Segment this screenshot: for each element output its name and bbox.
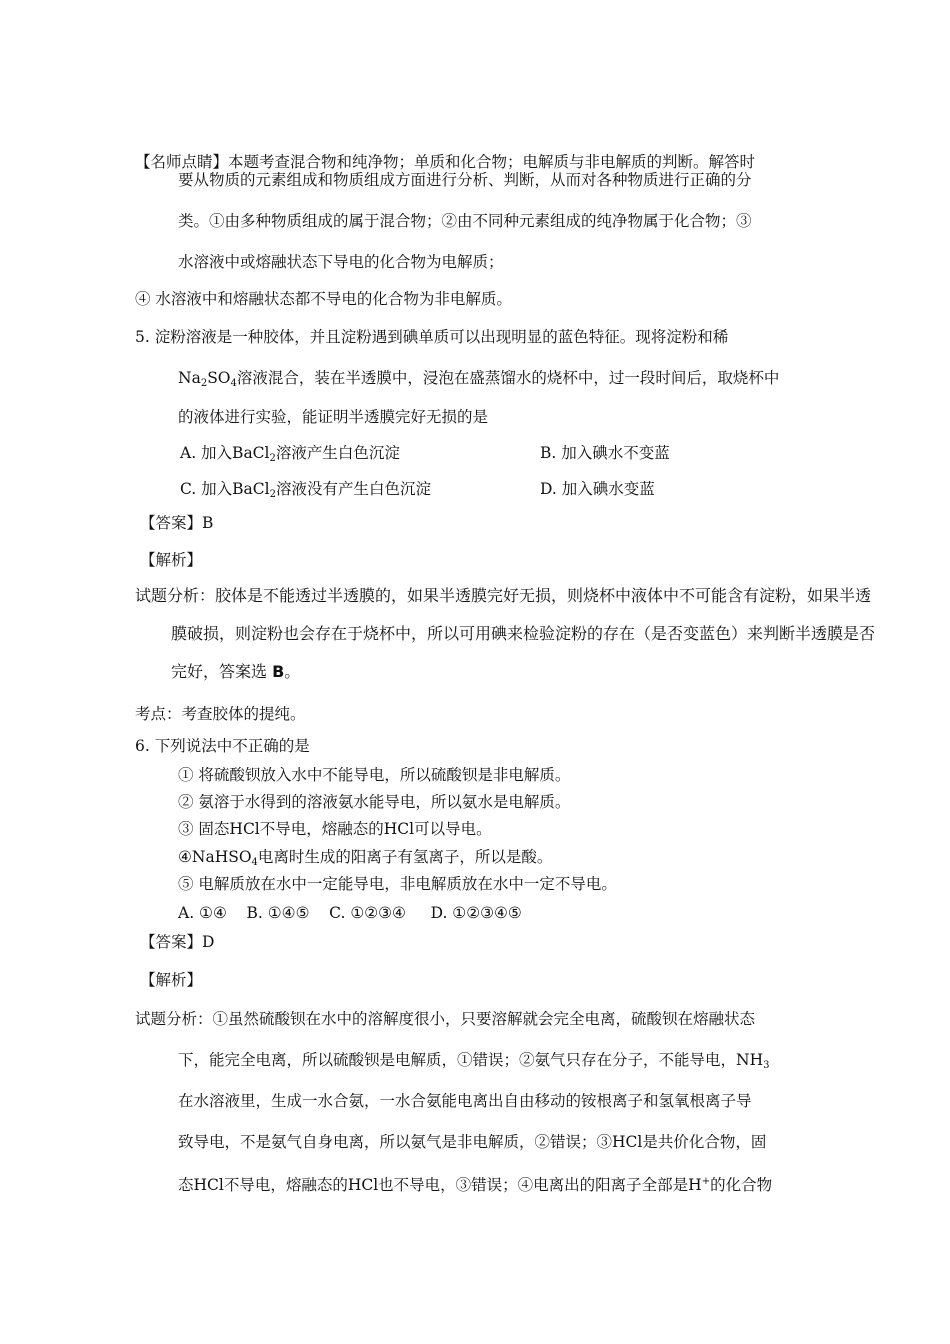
q5-analysis-line-2: 膜破损，则淀粉也会存在于烧杯中，所以可用碘来检验淀粉的存在（是否变蓝色）来判断半透膜是否 xyxy=(171,624,876,643)
q6-analysis-line-2-pre: 下，能完全电离，所以硫酸钡是电解质，①错误；②氨气只存在分子，不能导电，NH xyxy=(178,1051,764,1069)
teacher-tip-line-1 xyxy=(135,152,755,172)
q6-analysis-line-5-sup: + xyxy=(701,1176,711,1187)
q6-answer: 【答案】D xyxy=(140,933,215,951)
q6-options: A. ①④ B. ①④⑤ C. ①②③④ D. ①②③④⑤ xyxy=(178,904,522,922)
q5-option-a-post: 溶液产生白色沉淀 xyxy=(275,444,400,462)
q5-option-c-pre: C. 加入BaCl xyxy=(180,480,270,498)
q5-option-a-pre: A. 加入BaCl xyxy=(180,444,270,462)
q5-answer-letter: B xyxy=(272,662,285,681)
q5-exam-point: 考点：考查胶体的提纯。 xyxy=(135,705,306,723)
q5-analysis-line-3 xyxy=(171,662,300,682)
q5-answer: 【答案】B xyxy=(140,514,214,532)
q5-formula-sub-2: 2 xyxy=(200,378,208,389)
q5-stem-line-1: 5. 淀粉溶液是一种胶体，并且淀粉遇到碘单质可以出现明显的蓝色特征。现将淀粉和稀 xyxy=(135,328,729,346)
q6-statement-2: ② 氨溶于水得到的溶液氨水能导电，所以氨水是电解质。 xyxy=(178,793,571,811)
q5-formula-so: SO xyxy=(207,369,231,387)
q6-analysis-line-5-post: 的化合物 xyxy=(710,1176,773,1194)
q5-formula-na: Na xyxy=(178,369,201,387)
q5-analysis-line-3-post: 。 xyxy=(284,662,301,681)
q5-analysis-label: 【解析】 xyxy=(140,551,203,569)
q5-option-c xyxy=(180,479,431,505)
q6-analysis-line-4: 致导电，不是氨气自身电离，所以氨气是非电解质，②错误；③HCl是共价化合物，固 xyxy=(178,1133,767,1151)
q6-statement-3: ③ 固态HCl不导电，熔融态的HCl可以导电。 xyxy=(178,820,492,838)
q6-statement-4-pre: ④NaHSO xyxy=(178,848,252,866)
q6-statement-4-post: 电离时生成的阳离子有氢离子，所以是酸。 xyxy=(257,848,553,866)
teacher-tip-line-3: 类。①由多种物质组成的属于混合物；②由不同种元素组成的纯净物属于化合物；③ xyxy=(178,212,752,230)
teacher-tip-label: 【名师点睛】 xyxy=(135,153,229,171)
q5-option-a xyxy=(180,443,400,469)
q5-option-d: D. 加入碘水变蓝 xyxy=(540,480,655,498)
q6-stem: 6. 下列说法中不正确的是 xyxy=(135,737,310,755)
q6-statement-4 xyxy=(178,847,552,873)
q6-analysis-line-5 xyxy=(178,1172,772,1195)
q5-option-c-post: 溶液没有产生白色沉淀 xyxy=(276,480,432,498)
q6-analysis-line-2-sub: 3 xyxy=(763,1060,770,1071)
teacher-tip-line-4: 水溶液中或熔融状态下导电的化合物为电解质； xyxy=(178,253,504,271)
q6-analysis-label: 【解析】 xyxy=(140,971,203,989)
q5-analysis-line-3-pre: 完好，答案选 xyxy=(171,662,273,681)
teacher-tip-line-5: ④ 水溶液中和熔融状态都不导电的化合物为非电解质。 xyxy=(135,290,512,308)
q6-analysis-line-1: 试题分析：①虽然硫酸钡在水中的溶解度很小，只要溶解就会完全电离，硫酸钡在熔融状态 xyxy=(135,1010,756,1028)
q5-option-b: B. 加入碘水不变蓝 xyxy=(540,444,670,462)
q6-statement-5: ⑤ 电解质放在水中一定能导电，非电解质放在水中一定不导电。 xyxy=(178,875,617,893)
q6-statement-4-sub: 4 xyxy=(251,857,258,868)
q6-statement-1: ① 将硫酸钡放入水中不能导电，所以硫酸钡是非电解质。 xyxy=(178,766,571,784)
q6-analysis-line-2 xyxy=(178,1050,769,1076)
q6-analysis-line-3: 在水溶液里，生成一水合氨，一水合氨能电离出自由移动的铵根离子和氢氧根离子导 xyxy=(178,1092,752,1110)
teacher-tip-line-2: 要从物质的元素组成和物质组成方面进行分析、判断，从而对各种物质进行正确的分 xyxy=(178,171,752,189)
q5-option-c-sub: 2 xyxy=(269,489,276,500)
q5-stem-line-2 xyxy=(178,368,779,394)
q5-formula-sub-4: 4 xyxy=(230,378,237,389)
q5-option-a-sub: 2 xyxy=(269,453,276,464)
teacher-tip-text-1: 本题考查混合物和纯净物；单质和化合物；电解质与非电解质的判断。解答时 xyxy=(228,153,756,171)
q6-analysis-line-5-pre: 态HCl不导电，熔融态的HCl也不导电，③错误；④电离出的阳离子全部是H xyxy=(178,1176,702,1194)
q5-stem-line-3: 的液体进行实验，能证明半透膜完好无损的是 xyxy=(178,408,489,426)
q5-analysis-line-1: 试题分析：胶体是不能透过半透膜的，如果半透膜完好无损，则烧杯中液体中不可能含有淀粉，如果半透 xyxy=(135,586,872,605)
q5-stem-line-2-text: 溶液混合，装在半透膜中，浸泡在盛蒸馏水的烧杯中，过一段时间后，取烧杯中 xyxy=(236,369,780,387)
